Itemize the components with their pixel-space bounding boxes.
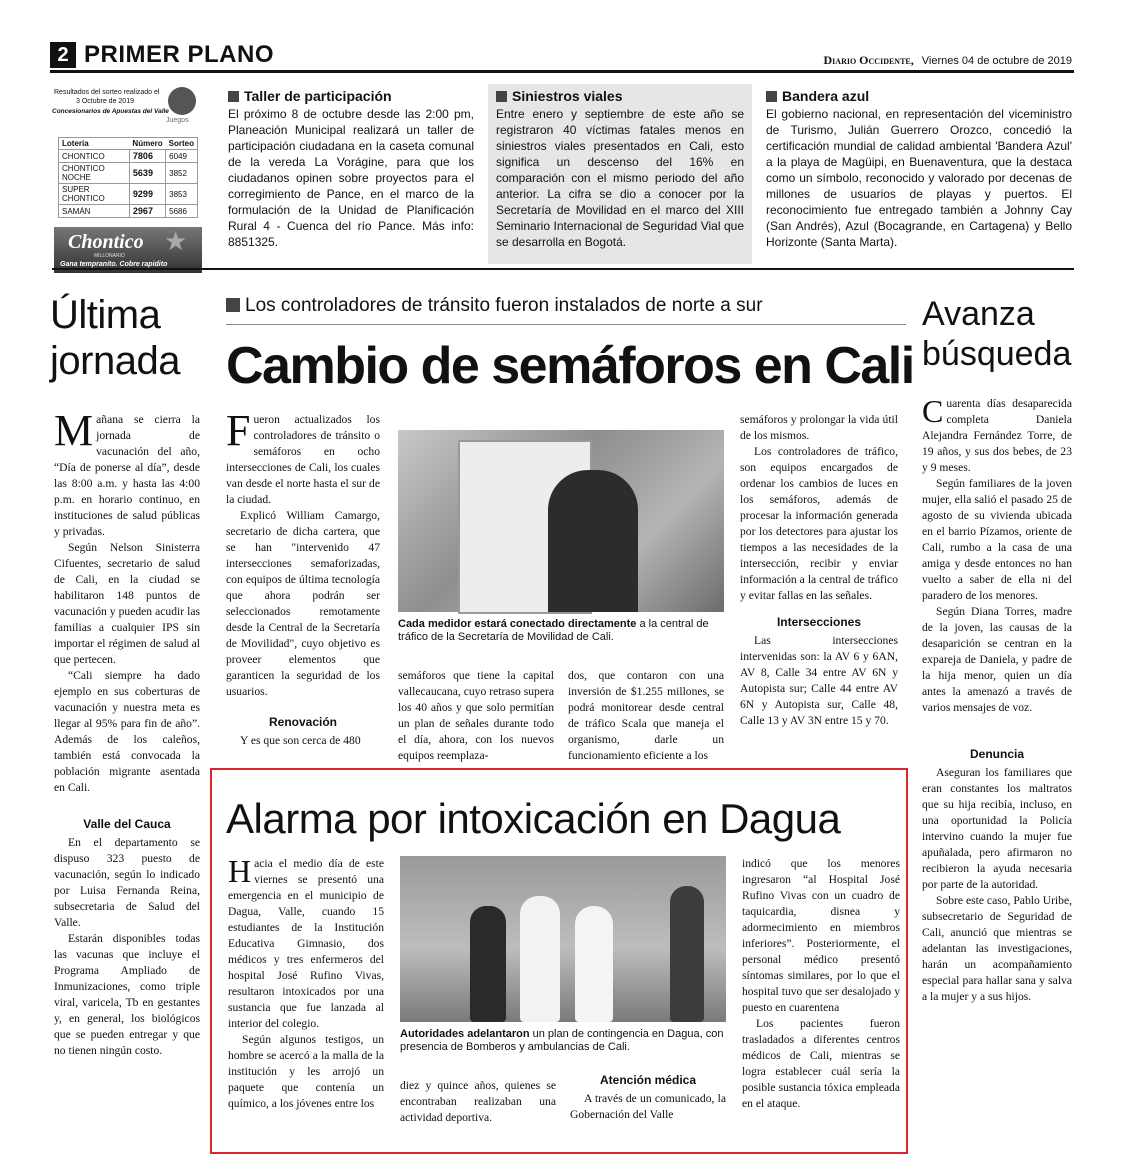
subhead: Valle del Cauca [83,817,171,831]
brief-body: El próximo 8 de octubre desde las 2:00 pm, Planeación Municipal realizará un taller de participación ciudadana en la caseta comunal de la vereda La Vorágine, para que los ciudadanos opinen sobre proyectos para el corregimiento de Pance, en el marco de la formulación de la Unidad de Planificación Rural 4 - Cuenca del río Pance. Más info: 8851325. [228,107,474,249]
juegos-logo-text: Juegos [166,117,189,124]
dropcap: H [228,856,252,889]
subhead: Renovación [268,715,337,729]
brief-1 [228,88,474,264]
lottery-row [59,205,198,218]
left-article-body: Mañana se cierra la jornada de vacunación del año, “Día de ponerse al día”, desde las 8:00 a.m. y hasta las 4:00 p.m. en horario continuo, en instituciones de salud públicas y privadas. Según Nelson Sinisterra Cifuentes, secretario de salud de Cali, en la ciudad se habilitaron 148 puntos de vacunación y pueden acudir las familias a cualquier IPS sin importar el régimen de salud al que pertecen. “Cali siempre ha dado ejemplo en sus coberturas de vacunación y nuestra meta es llegar al 95% para fin de año”. Además de los caleños, también está convocada la población migrante asentada en Cali. Valle del Cauca En el departamento se dispuso 323 puesto de vacunación, según lo indicado por Luisa Fernanda Reina, subsecretaria de Salud del Valle. Estarán disponibles todas las vacunas que incluye el Programa Ampliado de Inmunizaciones, como triple viral, varicela, Tb en gestantes y, en general, los biológicos que se pueden entregar y que no tienen ningún costo. [54,412,200,1057]
traffic-controller-photo [398,430,724,612]
dagua-title: Alarma por intoxicación en Dagua [226,795,841,842]
brief-title: Taller de participación [228,88,474,104]
right-article-body: Cuarenta días desaparecida completa Daniela Alejandra Fernández Torre, de 19 años, y sus dos bebes, de 23 y 9 meses. Según familiares de la joven mujer, ella salió el pasado 25 de agosto de su vivienda ubicada en el barrio Pízamos, oriente de Cali, rumbo a la casa de una amiga y desde entonces no han vuelto a saber de ella ni del paradero de los menores. Según Diana Torres, madre de la joven, las causas de la desaparición se centran en la expareja de Daniela, y padre de la hija menor, quien un día antes la amenazó a través de varios mensajes de voz. Denuncia Aseguran los familiares que eran constantes los maltratos que su hija recibía, incluso, en una oportunidad la Policía intervino cuando la mujer fue apuñalada, pero afirmaron no recibieron la ayuda necesaria por parte de la autoridad. Sobre este caso, Pablo Uribe, subsecretario de Seguridad de Cali, anunció que mientras se adelantan las investigaciones, harán un acompañamiento especial para hallar sana y salva a la mujer y a sus hijos. [922,396,1072,1003]
square-bullet-icon [766,91,777,102]
lottery-col-header: Número [132,139,163,148]
main-photo-caption: Cada medidor estará conectado directamente a la central de tráfico de la Secretaría de Movilidad de Cali. [398,618,709,643]
main-col-4: semáforos y prolongar la vida útil de los mismos. Los controladores de tráfico, son equipos encargados de ordenar los cambios de luces en los semáforos, además de procesar la información generada por los detectores para ajustar los tiempos a las necesidades de la intersección, recibir y enviar información a la central de tráfico y evitar fallas en las señales. Intersecciones Las intersecciones intervenidas son: la AV 6 y 6AN, AV 8, Calle 34 entre AV 6N y Autopista sur; Calle 44 entre AV 6N y Autopista sur, Calle 48, Calle 13 y AV 3N entre 15 y 70. [740,413,898,727]
right-article-title: Avanza búsqueda [922,295,1072,373]
chontico-brand-sub: MILLONARIO [94,253,125,259]
subhead: Denuncia [969,747,1024,761]
dagua-photo [400,856,726,1022]
lottery-draw: 6049 [166,150,198,163]
masthead-info [824,51,1072,69]
lottery-draw: 3853 [166,184,198,205]
main-col-2: semáforos que tiene la capital vallecaucana, cuyo retraso supera los 40 años y que solo permitían un plan de señales durante todo el día, ahora, con los nuevos equipos reemplaza- [398,669,554,762]
firefighter-figure [470,906,506,1022]
dagua-col-1: Hacia el medio día de este viernes se presentó una emergencia en el municipio de Dagua, Valle, cuando 15 estudiantes de la Institución Educativa Gimnasio, dos médicos y tres enfermeros del hospital José Rufino Vivas, resultaron intoxicados por una sustancia que fue lanzada al interior del colegio. Según algunos testigos, un hombre se acercó a la malla de la institución y les arrojó un paquete que contenía un químico, a los jóvenes entre los [228,856,384,1110]
lottery-number: 5639 [129,163,165,184]
lottery-name: CHONTICO [59,150,130,163]
briefs-divider [52,268,1074,270]
lottery-draw: 5686 [166,205,198,218]
square-bullet-icon [226,298,240,312]
lottery-col-header: Sorteo [168,139,194,148]
juegos-logo-icon [168,87,196,115]
lottery-number: 2967 [129,205,165,218]
section-title: PRIMER PLANO [84,41,275,68]
lottery-row [59,150,198,163]
page-header [50,42,1074,73]
lottery-name: SUPER CHONTICO [59,184,130,205]
chontico-banner [54,227,202,273]
main-col-1: Fueron actualizados los controladores de tránsito o semáforos en ocho intersecciones de Cali, los cuales van desde el norte hasta el sur de la ciudad. Explicó William Camargo, secretario de dicha cartera, que se han "intervenido 47 intersecciones semaforizadas, con equipos de última tecnología que ahora podrán ser seleccionados remotamente desde la Central de la Secretaría de Movilidad", cuyo objetivo es proveer elementos que garanticen la seguridad de los usuarios. Renovación Y es que son cerca de 480 [226,412,380,747]
lottery-number: 9299 [129,184,165,205]
issue-date: Viernes 04 de octubre de 2019 [921,55,1072,67]
lottery-row [59,163,198,184]
brief-2 [488,84,752,264]
soldier-figure [670,886,704,1022]
subhead: Atención médica [599,1073,697,1087]
square-bullet-icon [496,91,507,102]
dagua-col-3: Atención médica A través de un comunicado, la Gobernación del Valle [570,1073,726,1121]
star-icon: ★ [164,227,188,256]
main-title: Cambio de semáforos en Cali [226,337,914,395]
paper-name: Diario Occidente, [823,53,914,67]
lottery-name: CHONTICO NOCHE [59,163,130,184]
lottery-results-line1: Resultados del sorteo realizado el [54,89,160,96]
lottery-table [58,137,198,218]
square-bullet-icon [228,91,239,102]
brief-body: El gobierno nacional, en representación del viceministro de Turismo, Julián Guerrero Orozco, concedió la certificación mundial de calidad ambiental 'Bandera Azul' a la playa de Magüipi, en Buenaventura, que la destaca como un símbolo, reconocido y valorado por decenas de millones de usuarios de playas y puertos. El reconocimiento fue entregado también a Johnny Cay (San Andrés), Azul (Bocagrande, en Cartagena) y Bello Horizonte (Santa Marta). [766,107,1072,249]
dropcap: M [54,412,94,455]
brief-title: Bandera azul [766,88,1072,104]
lottery-concessionaire: Concesionarios de Apuestas del Valle [52,108,169,115]
dagua-col-4: indicó que los menores ingresaron “al Hospital José Rufino Vivas con un cuadro de taquicardia, disnea y adormecimiento en miembros inferiores”. Posteriormente, el personal médico presentó síntomas similares, por lo que el hospital tuvo que ser desalojado y puesto en cuarentena Los pacientes fueron trasladados a diferentes centros médicos de Cali, mientras se logra establecer cuál sería la posible sustancia tóxica empleada en el ataque. [742,857,900,1110]
brief-title: Siniestros viales [496,88,744,104]
dropcap: C [922,396,944,429]
left-article-title: Última jornada [50,293,180,383]
subhead: Intersecciones [776,615,862,629]
dagua-photo-caption: Autoridades adelantaron un plan de contingencia en Dagua, con presencia de Bomberos y ambulancias de Cali. [400,1028,724,1053]
lottery-name: SAMÁN [59,205,130,218]
hazmat-figure [520,896,560,1022]
lottery-number: 7806 [129,150,165,163]
lottery-draw: 3852 [166,163,198,184]
lottery-col-header: Lotería [62,139,89,148]
main-kicker-rule [226,324,906,325]
lottery-row [59,184,198,205]
main-col-3: dos, que contaron con una inversión de $1.255 millones, se podrá monitorear desde central de tráfico Scala que maneja el organismo, darle un funcionamiento eficiente a los [568,669,724,762]
lottery-results-line2: 3 Octubre de 2019 [76,98,134,105]
hazmat-figure [575,906,613,1022]
chontico-slogan: Gana tempranito. Cobre rapidito [60,261,168,268]
brief-body: Entre enero y septiembre de este año se registraron 40 víctimas fatales menos en siniestros viales presentados en Cali, esto significa un descenso del 16% en comparación con el mismo periodo del año anterior. La cifra se dio a conocer por la Secretaría de Movilidad en el marco del XIII Seminario Internacional de Seguridad Vial que se desarrolla en Bogotá. [496,107,744,249]
lottery-box [52,87,204,275]
page-number: 2 [50,42,76,68]
brief-3 [766,88,1072,264]
dagua-col-2: diez y quince años, quienes se encontraban realizaban una actividad deportiva. [400,1079,556,1124]
dagua-highlight-box [210,768,908,1154]
dropcap: F [226,412,251,455]
main-kicker: Los controladores de tránsito fueron instalados de norte a sur [226,295,906,317]
technician-figure [548,470,638,612]
chontico-brand: Chontico [68,231,144,253]
